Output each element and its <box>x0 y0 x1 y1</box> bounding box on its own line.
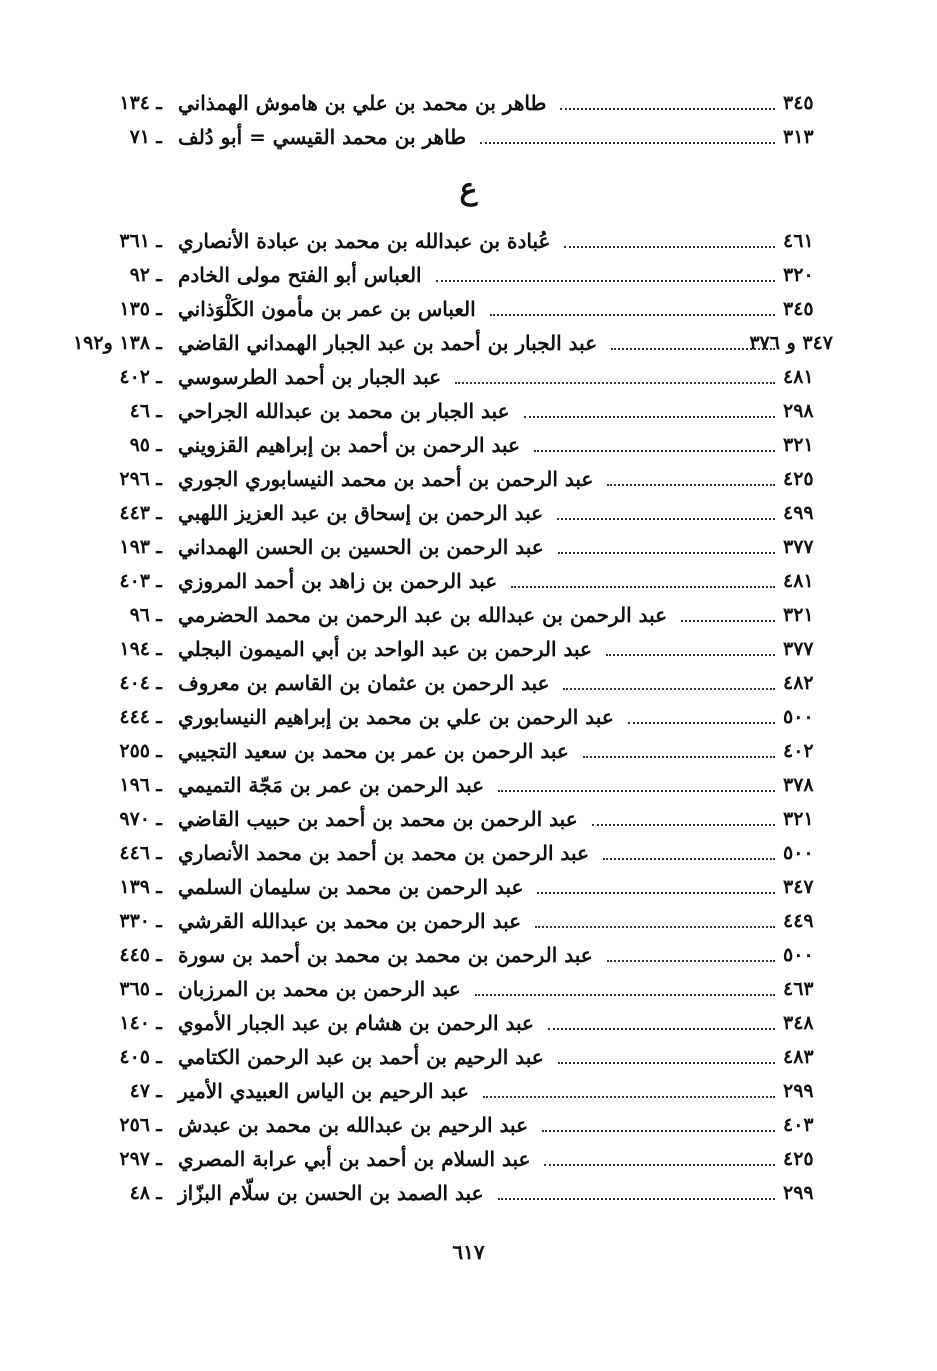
entry-name: عبد الجبار بن أحمد بن عبد الجبار الهمداني القاضي <box>178 331 598 355</box>
entry-number: ٤٠٢ <box>119 366 150 388</box>
entry-dash: ـ <box>156 230 162 252</box>
entry-number: ٩٥ <box>129 434 150 456</box>
entry-dash: ـ <box>156 808 162 830</box>
index-entry <box>88 836 833 870</box>
entry-name: عبد الرحمن بن أحمد بن إبراهيم القزويني <box>178 433 520 457</box>
entry-dash: ـ <box>156 332 162 354</box>
entry-number: ١٣٥ <box>119 298 150 320</box>
entry-page: ٢٩٩ <box>783 1182 814 1204</box>
dotted-leader <box>537 892 775 894</box>
entry-name: عبد الرحمن بن علي بن محمد بن إبراهيم النيسابوري <box>178 705 614 729</box>
entry-name: عبد الجبار بن أحمد الطرسوسي <box>178 365 442 389</box>
entry-page: ٤٠٣ <box>783 1114 814 1136</box>
entry-dash: ـ <box>156 298 162 320</box>
index-entry <box>88 1040 833 1074</box>
entry-number: ١٣٨ و١٩٢ <box>72 332 150 354</box>
entry-dash: ـ <box>156 366 162 388</box>
entry-number: ١٩٦ <box>119 774 150 796</box>
entry-name: عبد الرحيم بن أحمد بن عبد الرحمن الكتامي <box>178 1045 544 1069</box>
index-entry <box>88 734 833 768</box>
entry-name: عبد الرحمن بن إسحاق بن عبد العزيز اللهبي <box>178 501 544 525</box>
entry-number: ١٩٣ <box>119 536 150 558</box>
dotted-leader <box>524 416 775 418</box>
entry-dash: ـ <box>156 536 162 558</box>
entry-name: عبد الرحيم بن عبدالله بن محمد بن عبدش <box>178 1113 528 1137</box>
entry-page: ٤٨١ <box>783 366 814 388</box>
entry-name: عبد الرحمن بن هشام بن عبد الجبار الأموي <box>178 1011 534 1035</box>
dotted-leader <box>544 1164 775 1166</box>
entry-number: ٤٤٤ <box>119 706 150 728</box>
entry-dash: ـ <box>156 1012 162 1034</box>
index-entry <box>88 1006 833 1040</box>
entry-name: العباس أبو الفتح مولى الخادم <box>178 263 422 287</box>
entry-page: ٤٦١ <box>783 230 814 252</box>
entry-name: عبد الرحمن بن عبدالله بن عبد الرحمن بن محمد الحضرمي <box>178 603 668 627</box>
entry-dash: ـ <box>156 910 162 932</box>
dotted-leader <box>548 1028 775 1030</box>
entry-page: ٣١٣ <box>783 126 814 148</box>
entry-number: ٤٧ <box>129 1080 150 1102</box>
entry-number: ٢٥٦ <box>119 1114 150 1136</box>
entry-page: ٣٢٠ <box>783 264 814 286</box>
entry-page: ٣٤٧ <box>783 876 814 898</box>
dotted-leader <box>455 382 775 384</box>
dotted-leader <box>498 1198 775 1200</box>
index-entry <box>88 632 833 666</box>
entry-page: ٣٢١ <box>783 808 814 830</box>
entry-dash: ـ <box>156 944 162 966</box>
entry-name: عبد الرحمن بن محمد بن أحمد بن حبيب القاضي <box>178 807 578 831</box>
entry-page: ٣٤٧ و ٣٧٦ <box>749 332 833 354</box>
entry-page: ٤٤٩ <box>783 910 814 932</box>
entry-name: عبد الرحيم بن الياس العبيدي الأمير <box>178 1079 469 1103</box>
page-number: ٦١٧ <box>452 1240 485 1264</box>
index-entry <box>88 972 833 1006</box>
section-letter: ع <box>459 172 478 207</box>
entry-number: ٩٦ <box>129 604 150 626</box>
entry-page: ٤٨٣ <box>783 1046 814 1068</box>
index-entry <box>88 1142 833 1176</box>
entry-dash: ـ <box>156 1148 162 1170</box>
index-entry <box>88 802 833 836</box>
index-entry <box>88 1108 833 1142</box>
entry-page: ٣٤٥ <box>783 298 814 320</box>
entry-page: ٣٧٧ <box>783 536 814 558</box>
entry-name: عبد الرحمن بن محمد بن سليمان السلمي <box>178 875 524 899</box>
entry-dash: ـ <box>156 502 162 524</box>
entry-number: ٢٥٥ <box>119 740 150 762</box>
entry-number: ٤٤٣ <box>119 502 150 524</box>
entry-page: ٣٧٨ <box>783 774 814 796</box>
entry-name: عبد السلام بن أحمد بن أبي عرابة المصري <box>178 1147 531 1171</box>
entry-page: ٣٤٨ <box>783 1012 814 1034</box>
entry-dash: ـ <box>156 264 162 286</box>
entry-page: ٤٦٣ <box>783 978 814 1000</box>
entry-number: ٤٤٦ <box>119 842 150 864</box>
entry-name: عُبادة بن عبدالله بن محمد بن عبادة الأنصاري <box>178 229 551 253</box>
entry-number: ٣٣٠ <box>119 910 150 932</box>
entry-page: ٤٩٩ <box>783 502 814 524</box>
entry-number: ١٣٩ <box>119 876 150 898</box>
index-entry <box>88 530 833 564</box>
entry-name: عبد الرحمن بن عمر بن محمد بن سعيد التجيبي <box>178 739 569 763</box>
index-entry <box>88 462 833 496</box>
index-entry <box>88 292 833 326</box>
entry-name: عبد الرحمن بن عثمان بن القاسم بن معروف <box>178 671 550 695</box>
entry-name: عبد الرحمن بن محمد بن أحمد بن محمد الأنصاري <box>178 841 590 865</box>
index-entry <box>88 86 833 120</box>
entry-name: طاهر بن محمد بن علي بن هاموش الهمذاني <box>178 91 547 115</box>
dotted-leader <box>436 280 775 282</box>
index-entry <box>88 360 833 394</box>
entry-dash: ـ <box>156 876 162 898</box>
entry-number: ٢٩٦ <box>119 468 150 490</box>
entry-dash: ـ <box>156 978 162 1000</box>
index-entry <box>72 326 833 360</box>
index-entries <box>72 224 833 1210</box>
entry-dash: ـ <box>156 92 162 114</box>
dotted-leader <box>490 314 775 316</box>
entry-page: ٤٠٢ <box>783 740 814 762</box>
entry-dash: ـ <box>156 604 162 626</box>
entry-dash: ـ <box>156 570 162 592</box>
entry-number: ٩٢ <box>129 264 150 286</box>
entry-page: ٤٨١ <box>783 570 814 592</box>
entry-number: ٤٠٣ <box>119 570 150 592</box>
entry-name: عبد الصمد بن الحسن بن سلّام البزّاز <box>178 1181 484 1205</box>
entry-dash: ـ <box>156 774 162 796</box>
entry-dash: ـ <box>156 468 162 490</box>
entry-number: ٤٦ <box>129 400 150 422</box>
entry-name: عبد الرحمن بن أحمد بن محمد النيسابوري الجوري <box>178 467 594 491</box>
entry-number: ٣٦٥ <box>119 978 150 1000</box>
entry-name: عبد الرحمن بن عمر بن مَجّة التميمي <box>178 773 485 797</box>
dotted-leader <box>563 688 775 690</box>
index-entry <box>88 768 833 802</box>
entry-dash: ـ <box>156 672 162 694</box>
entry-number: ٢٩٧ <box>119 1148 150 1170</box>
index-entry <box>88 904 833 938</box>
entry-page: ٢٩٩ <box>783 1080 814 1102</box>
dotted-leader <box>603 858 775 860</box>
entry-page: ٤٨٢ <box>783 672 814 694</box>
index-entry <box>88 564 833 598</box>
entry-page: ٣٢١ <box>783 604 814 626</box>
index-entry <box>88 598 833 632</box>
dotted-leader <box>583 756 775 758</box>
dotted-leader <box>681 620 775 622</box>
entry-dash: ـ <box>156 434 162 456</box>
entry-page: ٢٩٨ <box>783 400 814 422</box>
entry-dash: ـ <box>156 706 162 728</box>
entry-name: عبد الرحمن بن محمد بن محمد بن أحمد بن سورة <box>178 943 593 967</box>
index-entry <box>88 700 833 734</box>
entry-dash: ـ <box>156 1046 162 1068</box>
entry-number: ٩٧٠ <box>119 808 150 830</box>
dotted-leader <box>542 1130 775 1132</box>
dotted-leader <box>628 722 775 724</box>
dotted-leader <box>606 654 775 656</box>
entry-page: ٣٢١ <box>783 434 814 456</box>
entry-dash: ـ <box>156 400 162 422</box>
dotted-leader <box>558 552 775 554</box>
dotted-leader <box>611 348 775 350</box>
dotted-leader <box>607 960 775 962</box>
entry-page: ٤٢٥ <box>783 468 814 490</box>
entry-number: ١٤٠ <box>119 1012 150 1034</box>
dotted-leader <box>535 926 775 928</box>
dotted-leader <box>557 518 775 520</box>
dotted-leader <box>564 246 775 248</box>
dotted-leader <box>534 450 775 452</box>
entry-page: ٥٠٠ <box>783 842 814 864</box>
dotted-leader <box>498 790 775 792</box>
index-entry <box>88 428 833 462</box>
entry-dash: ـ <box>156 740 162 762</box>
entry-number: ٤٨ <box>129 1182 150 1204</box>
entry-name: عبد الرحمن بن محمد بن المرزبان <box>178 977 461 1001</box>
index-entry <box>88 394 833 428</box>
entry-number: ٤٠٥ <box>119 1046 150 1068</box>
dotted-leader <box>592 824 775 826</box>
entry-name: عبد الرحمن بن محمد بن عبدالله القرشي <box>178 909 522 933</box>
entry-name: العباس بن عمر بن مأمون الكَلْوَذاني <box>178 297 476 321</box>
dotted-leader <box>558 1062 775 1064</box>
index-entry <box>88 1176 833 1210</box>
entry-page: ٣٤٥ <box>783 92 814 114</box>
index-entry <box>88 496 833 530</box>
entry-name: عبد الجبار بن محمد بن عبدالله الجراحي <box>178 399 510 423</box>
entry-page: ٥٠٠ <box>783 944 814 966</box>
index-entry <box>88 938 833 972</box>
dotted-leader <box>475 994 775 996</box>
entry-name: طاهر بن محمد القيسي = أبو دُلف <box>178 125 467 149</box>
dotted-leader <box>483 1096 775 1098</box>
index-entry <box>88 120 833 154</box>
entry-dash: ـ <box>156 1182 162 1204</box>
entry-name: عبد الرحمن بن زاهد بن أحمد المروزي <box>178 569 498 593</box>
entry-dash: ـ <box>156 126 162 148</box>
entry-number: ١٩٤ <box>119 638 150 660</box>
dotted-leader <box>480 142 775 144</box>
entry-page: ٤٢٥ <box>783 1148 814 1170</box>
top-entries <box>88 86 833 154</box>
index-entry <box>88 258 833 292</box>
entry-dash: ـ <box>156 842 162 864</box>
index-entry <box>88 666 833 700</box>
entry-number: ٤٠٤ <box>119 672 150 694</box>
entry-page: ٣٧٧ <box>783 638 814 660</box>
entry-number: ٧١ <box>129 126 150 148</box>
entry-name: عبد الرحمن بن عبد الواحد بن أبي الميمون البجلي <box>178 637 592 661</box>
entry-dash: ـ <box>156 638 162 660</box>
entry-number: ١٣٤ <box>119 92 150 114</box>
dotted-leader <box>607 484 775 486</box>
index-entry <box>88 1074 833 1108</box>
entry-page: ٥٠٠ <box>783 706 814 728</box>
dotted-leader <box>511 586 775 588</box>
entry-dash: ـ <box>156 1114 162 1136</box>
entry-number: ٣٦١ <box>119 230 150 252</box>
entry-number: ٤٤٥ <box>119 944 150 966</box>
entry-name: عبد الرحمن بن الحسين بن الحسن الهمداني <box>178 535 544 559</box>
index-entry <box>88 224 833 258</box>
entry-dash: ـ <box>156 1080 162 1102</box>
dotted-leader <box>560 108 775 110</box>
index-entry <box>88 870 833 904</box>
